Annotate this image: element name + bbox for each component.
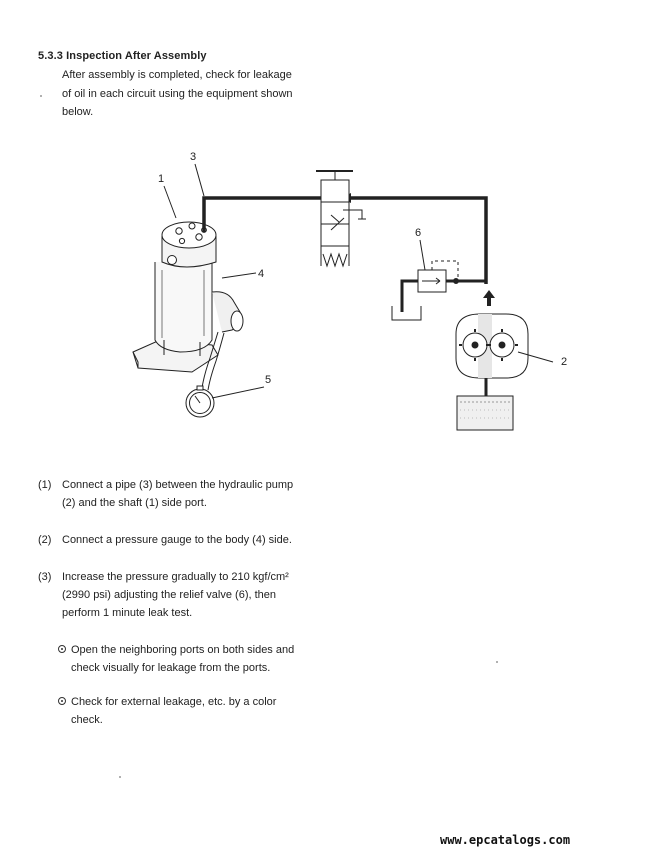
- intro-line: After assembly is completed, check for leakage: [62, 69, 292, 81]
- label-pipe: 3: [190, 151, 197, 163]
- footer-watermark: www.epcatalogs.com: [440, 833, 571, 847]
- step-line: perform 1 minute leak test.: [62, 607, 193, 619]
- oil-reservoir: [457, 396, 513, 430]
- subpoint-line: check visually for leakage from the ports.: [71, 662, 271, 674]
- bullet-icon: [58, 645, 66, 653]
- subpoint-text: [71, 693, 316, 729]
- directional-valve: [321, 180, 349, 246]
- label-body: 4: [258, 268, 265, 280]
- intro-paragraph: [62, 66, 312, 122]
- bullet-icon: [58, 697, 66, 705]
- step-line: Connect a pipe (3) between the hydraulic pump: [62, 479, 294, 491]
- scan-speck: [119, 776, 121, 778]
- body-outline: [155, 262, 212, 352]
- subpoint-line: Check for external leakage, etc. by a color: [71, 696, 277, 708]
- scan-speck: [496, 661, 498, 663]
- subpoint-line: Open the neighboring ports on both sides and: [71, 644, 295, 656]
- label-pump: 2: [561, 356, 568, 368]
- step-text: [62, 531, 312, 549]
- label-gauge: 5: [265, 374, 272, 386]
- step-number: (3): [38, 571, 52, 583]
- label-shaft: 1: [158, 173, 165, 185]
- step-line: Increase the pressure gradually to 210 kgf/cm²: [62, 571, 289, 583]
- step-line: Connect a pressure gauge to the body (4) side.: [62, 534, 292, 546]
- leak-test-diagram: [100, 140, 580, 435]
- scan-speck: [40, 95, 42, 97]
- step-text: [62, 476, 312, 512]
- step-line: (2990 psi) adjusting the relief valve (6), then: [62, 589, 277, 601]
- subpoint-line: check.: [71, 714, 103, 726]
- section-heading: 5.3.3 Inspection After Assembly: [38, 50, 207, 62]
- label-relief-valve: 6: [415, 227, 422, 239]
- subpoint-text: [71, 641, 316, 677]
- intro-line: below.: [62, 106, 94, 118]
- step-number: (2): [38, 534, 52, 546]
- step-number: (1): [38, 479, 52, 491]
- step-text: [62, 568, 312, 622]
- intro-line: of oil in each circuit using the equipment shown: [62, 87, 293, 100]
- step-line: (2) and the shaft (1) side port.: [62, 497, 207, 509]
